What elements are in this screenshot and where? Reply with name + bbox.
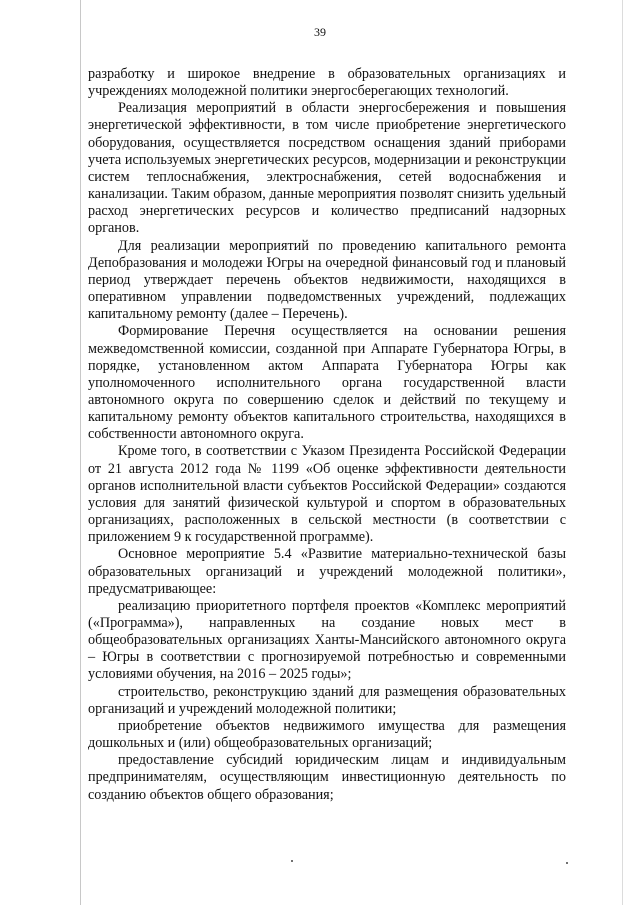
scan-edge-left (80, 0, 81, 905)
list-item-project-portfolio: реализацию приоритетного портфеля проектов «Комплекс мероприятий («Программа»), направленных на создание новых мест в общеобразовательных организациях Ханты-Мансийского автономного округа – Югры в соответствии с прогнозируемой потребностью и современными условиями обучения, на 2016 – 2025 годы»; (88, 597, 566, 683)
paragraph-main-activity: Основное мероприятие 5.4 «Развитие материально-технической базы образовательных организаций и учреждений молодежной политики», предусматривающее: (88, 546, 566, 597)
paragraph-energy-saving: Реализация мероприятий в области энергосбережения и повышения энергетической эффективности, в том числе приобретение энергетического оборудования, осуществляется посредством оснащения зданий приборами учета используемых энергетических ресурсов, модернизации и реконструкции систем теплоснабжения, электроснабжения, сетей водоснабжения и канализации. Таким образом, данные мероприятия позволят снизить удельный расход энергетических ресурсов и количество предписаний надзорных органов. (88, 100, 566, 237)
list-item-construction: строительство, реконструкцию зданий для размещения образовательных организаций и учреждений молодежной политики; (88, 683, 566, 717)
paragraph-presidential-decree: Кроме того, в соответствии с Указом Президента Российской Федерации от 21 августа 2012 года № 1199 «Об оценке эффективности деятельности органов исполнительной власти субъектов Российской Федерации» создаются условия для занятий физической культурой и спортом в образовательных организациях, расположенных в сельской местности (в соответствии с приложением 9 к государственной программе). (88, 443, 566, 546)
scan-speck (566, 862, 568, 864)
page-number: 39 (314, 25, 326, 39)
scan-edge-right (622, 0, 623, 905)
document-body (88, 66, 566, 804)
paragraph-continuation: разработку и широкое внедрение в образовательных организациях и учреждениях молодежной политики энергосберегающих технологий. (88, 66, 566, 100)
paragraph-list-formation: Формирование Перечня осуществляется на основании решения межведомственной комиссии, созданной при Аппарате Губернатора Югры, в порядке, установленном актом Аппарата Губернатора Югры как уполномоченного исполнительного органа государственной власти автономного округа по совершению сделок и действий по текущему и капитальному ремонту объектов капитального строительства, находящихся в собственности автономного округа. (88, 323, 566, 443)
list-item-property-purchase: приобретение объектов недвижимого имущества для размещения дошкольных и (или) общеобразовательных организаций; (88, 717, 566, 752)
scan-speck (291, 860, 293, 862)
paragraph-capital-repair: Для реализации мероприятий по проведению капитального ремонта Депобразования и молодежи Югры на очередной финансовый год и плановый период утверждает перечень объектов недвижимости, находящихся в оперативном управлении подведомственных учреждений, подлежащих капитальному ремонту (далее – Перечень). (88, 237, 566, 323)
list-item-subsidies: предоставление субсидий юридическим лицам и индивидуальным предпринимателям, осуществляющим инвестиционную деятельность по созданию объектов общего образования; (88, 752, 566, 803)
